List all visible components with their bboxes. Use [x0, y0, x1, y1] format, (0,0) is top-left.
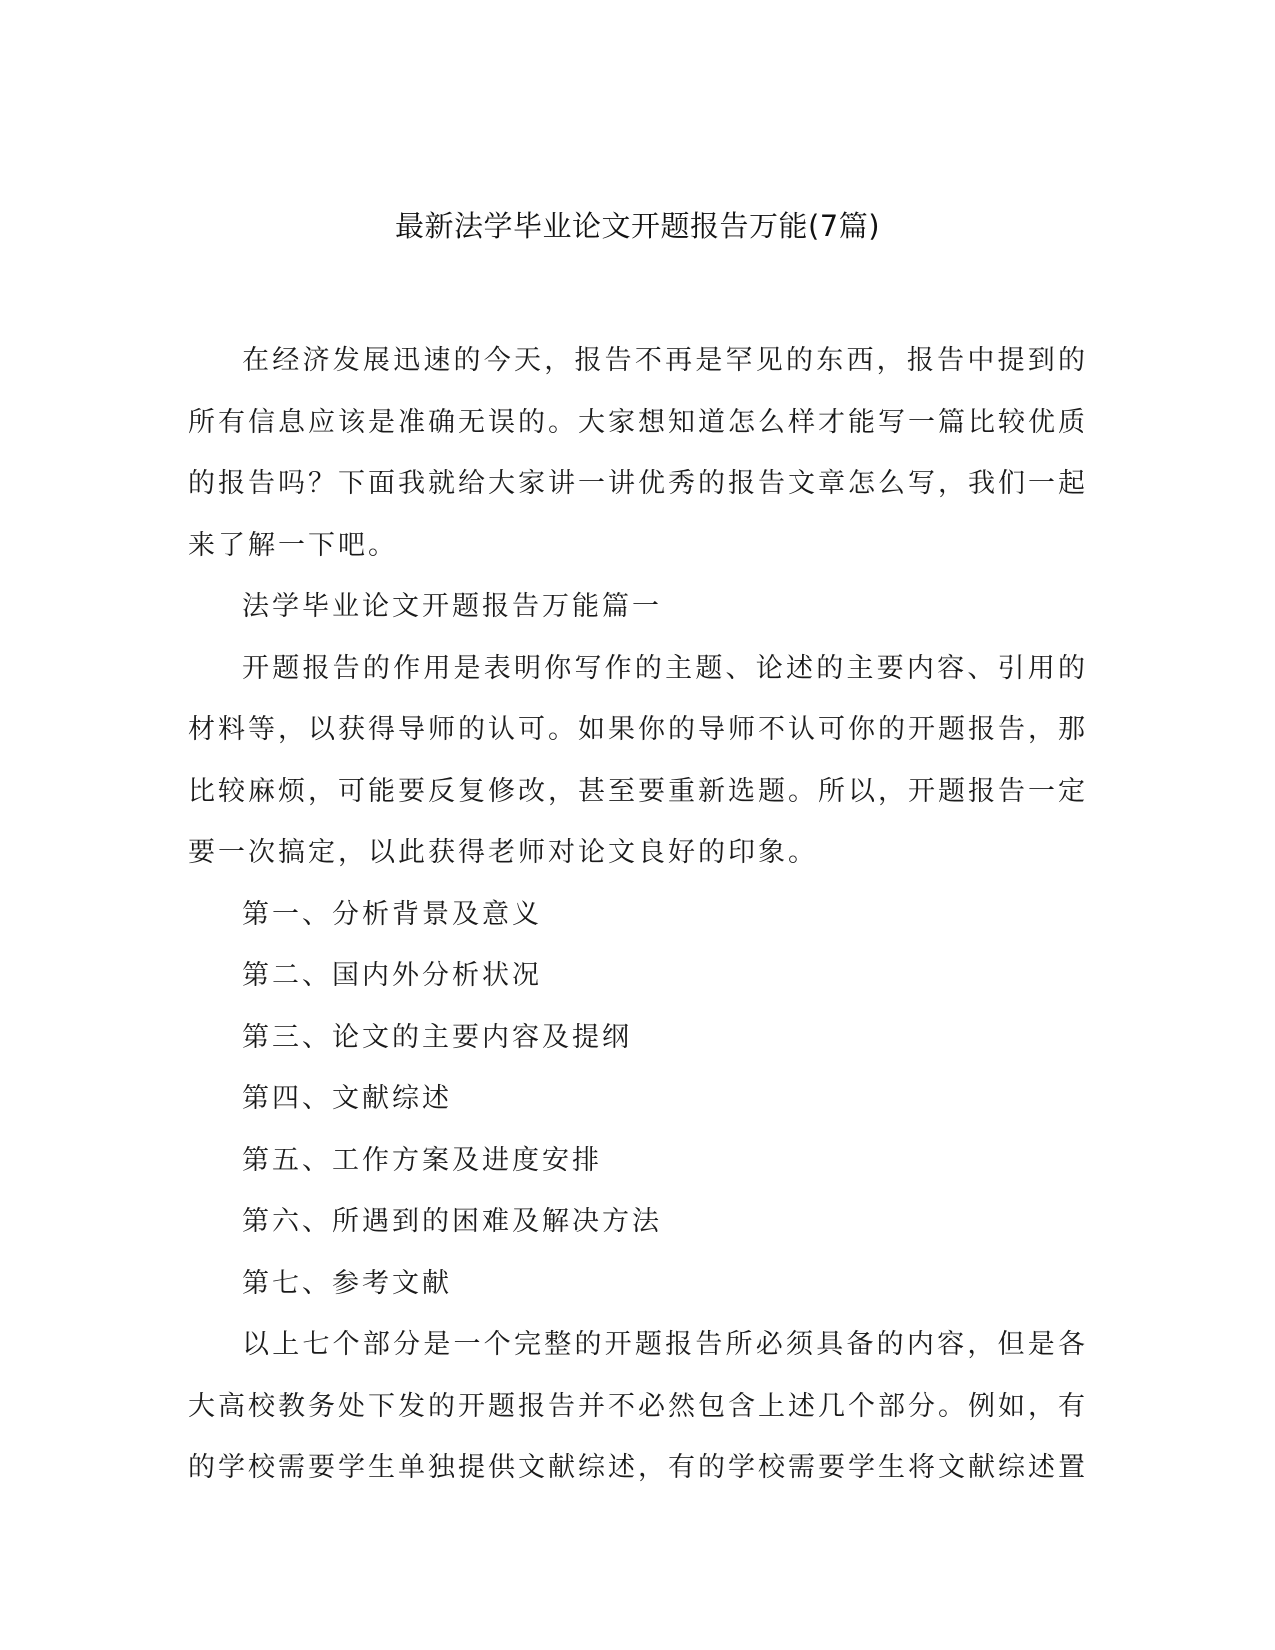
- outline-item: 第六、所遇到的困难及解决方法: [242, 1206, 662, 1237]
- outline-item: 第三、论文的主要内容及提纲: [242, 1021, 632, 1053]
- outline-item: 第一、分析背景及意义: [242, 898, 542, 930]
- outline-item: 第二、国内外分析状况: [242, 960, 542, 991]
- section-heading: 法学毕业论文开题报告万能篇一: [242, 591, 662, 622]
- outline-item: 第四、文献综述: [242, 1083, 452, 1114]
- document-title: 最新法学毕业论文开题报告万能(7篇): [394, 209, 881, 243]
- outline-item: 第五、工作方案及进度安排: [242, 1144, 602, 1176]
- body-paragraph: 开题报告的作用是表明你写作的主题、论述的主要内容、引用的材料等，以获得导师的认可。如果你的导师不认可你的开题报告，那比较麻烦，可能要反复修改，甚至要重新选题。所以，开题报告一定要一次搞定，以此获得老师对论文良好的印象。: [188, 652, 1088, 868]
- intro-paragraph: 在经济发展迅速的今天，报告不再是罕见的东西，报告中提到的所有信息应该是准确无误的。大家想知道怎么样才能写一篇比较优质的报告吗？下面我就给大家讲一讲优秀的报告文章怎么写，我们一起来了解一下吧。: [188, 345, 1088, 561]
- outline-item: 第七、参考文献: [242, 1267, 452, 1299]
- document-body: [188, 330, 1088, 1499]
- body-paragraph: 以上七个部分是一个完整的开题报告所必须具备的内容，但是各大高校教务处下发的开题报告并不必然包含上述几个部分。例如，有的学校需要学生单独提供文献综述，有的学校需要学生将文献综述置: [188, 1329, 1088, 1483]
